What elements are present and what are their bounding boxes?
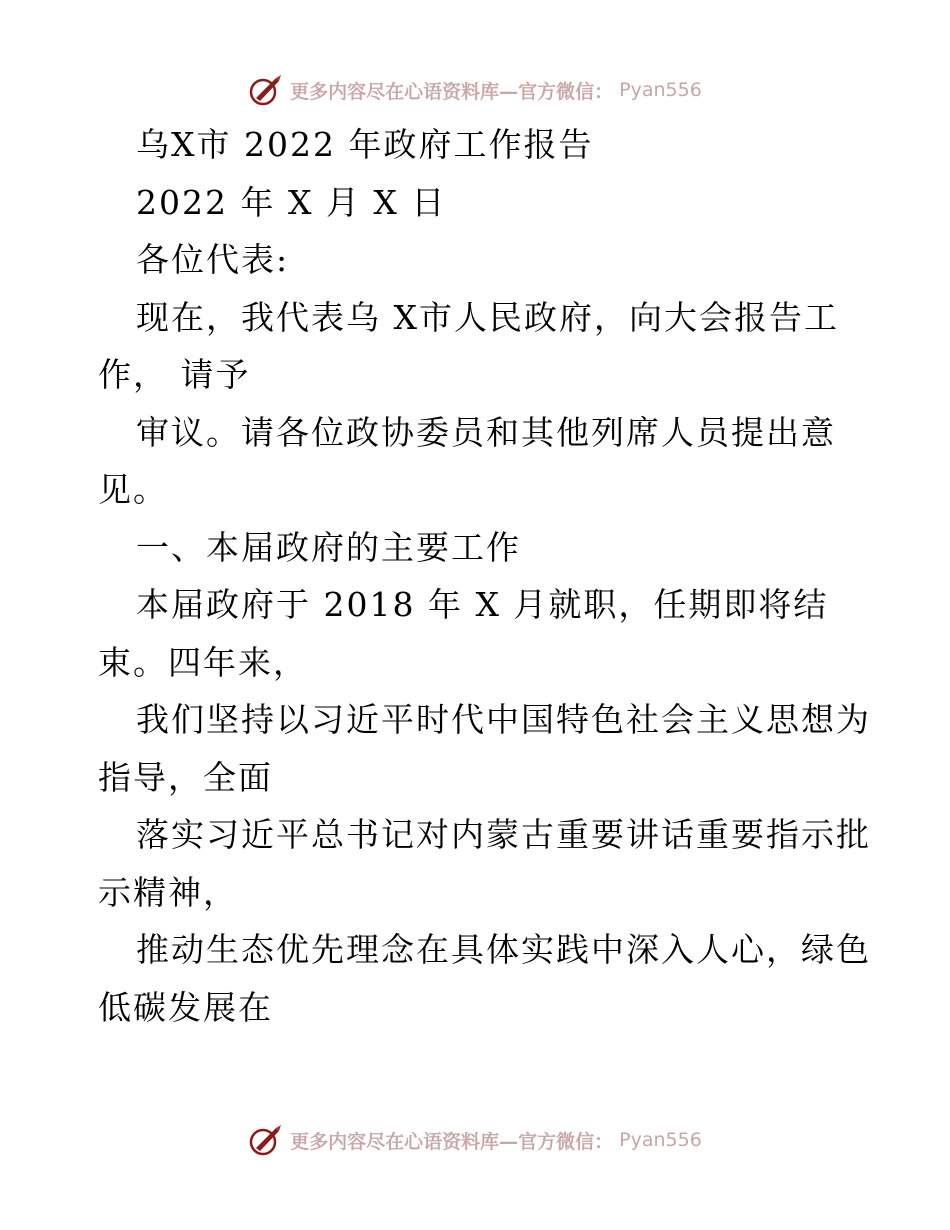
footer-watermark <box>0 1120 950 1160</box>
watermark-wechat-id: Pyan556 <box>619 79 702 101</box>
salutation: 各位代表: <box>136 240 290 279</box>
paragraph-line: 束。四年来， <box>98 642 308 682</box>
paragraph-line: 现在，我代表乌 X市人民政府，向大会报告工 <box>136 297 839 337</box>
paragraph-line: 本届政府于 2018 年 X 月就职，任期即将结 <box>136 585 829 624</box>
paragraph-line: 指导，全面 <box>98 757 273 797</box>
document-date: 2022 年 X 月 X 日 <box>136 182 447 222</box>
document-title: 乌X市 2022 年政府工作报告 <box>136 125 594 164</box>
paragraph-line: 落实习近平总书记对内蒙古重要讲话重要指示批 <box>136 815 871 854</box>
paragraph-line: 低碳发展在 <box>98 987 273 1027</box>
paragraph-line: 见。 <box>98 470 168 509</box>
watermark-text: 更多内容尽在心语资料库—官方微信： <box>290 80 614 103</box>
paragraph-line: 推动生态优先理念在具体实践中深入人心，绿色 <box>136 930 871 969</box>
watermark-wechat-id: Pyan556 <box>619 1129 702 1151</box>
quill-pen-logo-icon <box>248 72 284 108</box>
paragraph-line: 我们坚持以习近平时代中国特色社会主义思想为 <box>136 700 871 739</box>
quill-pen-logo-icon <box>248 1122 284 1158</box>
paragraph-line: 审议。请各位政协委员和其他列席人员提出意 <box>136 412 836 452</box>
section-heading: 一、本届政府的主要工作 <box>136 527 521 567</box>
watermark-text: 更多内容尽在心语资料库—官方微信： <box>290 1130 614 1153</box>
header-watermark <box>0 70 950 110</box>
paragraph-line: 作， 请予 <box>98 355 251 394</box>
document-body <box>98 116 871 1036</box>
paragraph-line: 示精神， <box>98 872 238 912</box>
